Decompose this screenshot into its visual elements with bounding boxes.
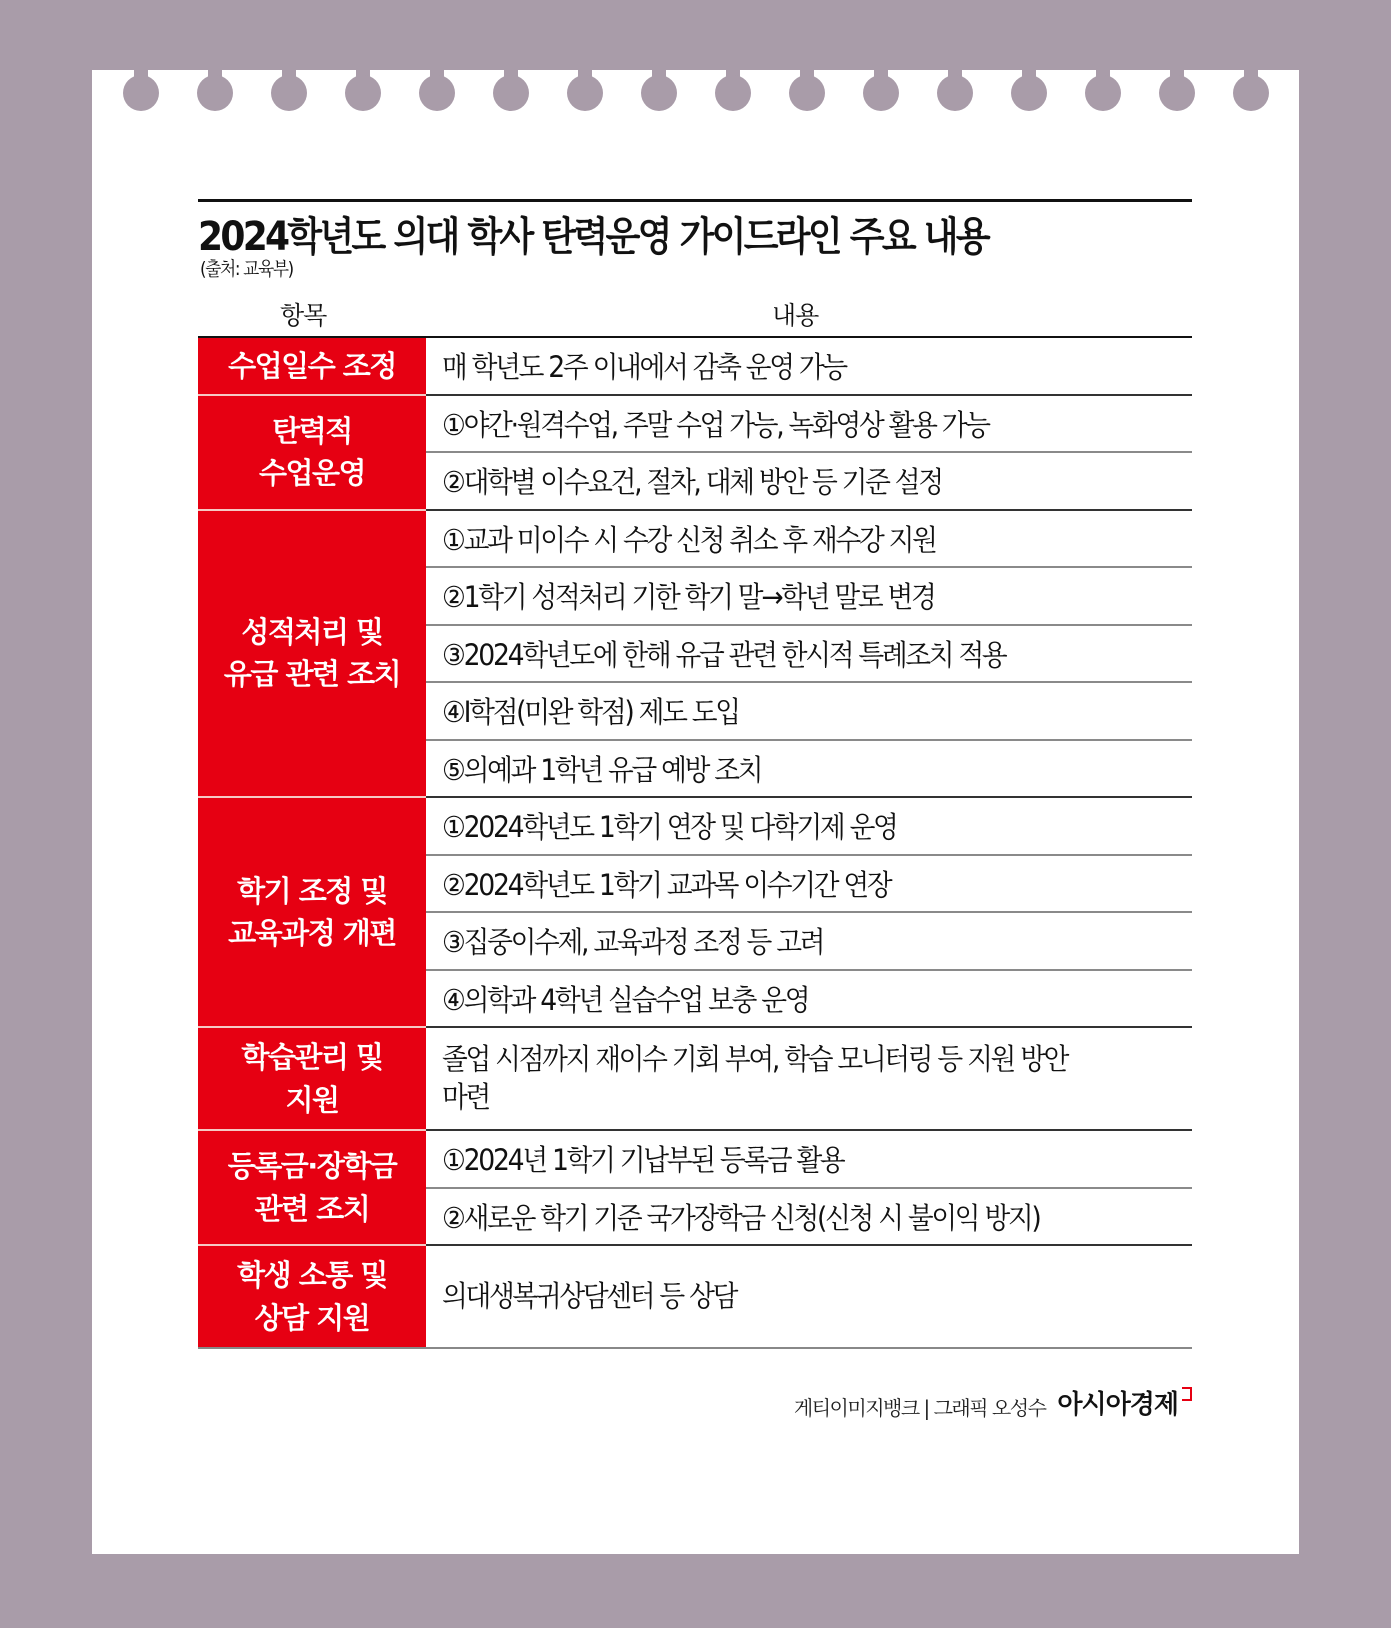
table-row <box>426 913 1192 971</box>
row-text: ①2024년 1학기 기납부된 등록금 활용 <box>442 1143 844 1178</box>
binder-hole-icon <box>863 70 899 112</box>
binder-hole-icon <box>1085 70 1121 112</box>
table-row <box>426 338 1192 394</box>
column-header-category: 항목 <box>280 301 327 330</box>
row-text: ②2024학년도 1학기 교과목 이수기간 연장 <box>442 867 891 902</box>
source-note: (출처: 교육부) <box>200 258 293 280</box>
binder-hole-icon <box>123 70 159 112</box>
row-text: 졸업 시점까지 재이수 기회 부여, 학습 모니터링 등 지원 방안 마련 <box>442 1041 1068 1114</box>
binder-hole-icon <box>493 70 529 112</box>
binder-hole-icon <box>1159 70 1195 112</box>
category-label: 등록금·장학금 관련 조치 <box>227 1149 397 1226</box>
category-cell <box>198 1131 426 1246</box>
category-label: 탄력적 수업운영 <box>258 413 366 490</box>
table-row <box>426 626 1192 684</box>
category-label: 학기 조정 및 교육과정 개편 <box>228 873 396 950</box>
table-row <box>426 453 1192 509</box>
table-group <box>198 338 1192 396</box>
table-row <box>426 1028 1192 1129</box>
row-text: ⑤의예과 1학년 유급 예방 조치 <box>442 752 762 787</box>
column-header-content: 내용 <box>772 301 819 330</box>
table-row <box>426 511 1192 569</box>
category-cell <box>198 396 426 511</box>
row-text: ①2024학년도 1학기 연장 및 다학기제 운영 <box>442 810 897 845</box>
page-title: 2024학년도 의대 학사 탄력운영 가이드라인 주요 내용 <box>198 214 988 260</box>
table-row <box>426 568 1192 626</box>
category-cell <box>198 798 426 1028</box>
table-row <box>426 971 1192 1027</box>
brand-mark-icon <box>1182 1387 1192 1401</box>
table-group <box>198 1131 1192 1246</box>
table-group <box>198 511 1192 799</box>
table-row <box>426 856 1192 914</box>
category-label: 성적처리 및 유급 관련 조치 <box>223 615 401 692</box>
binder-hole-icon <box>345 70 381 112</box>
table-group <box>198 798 1192 1028</box>
row-text: ①교과 미이수 시 수강 신청 취소 후 재수강 지원 <box>442 522 936 557</box>
category-cell <box>198 1028 426 1131</box>
row-text: ③집중이수제, 교육과정 조정 등 고려 <box>442 925 824 960</box>
category-cell <box>198 338 426 396</box>
binder-hole-icon <box>567 70 603 112</box>
title-rule <box>198 199 1192 202</box>
table-row <box>426 798 1192 856</box>
binder-hole-icon <box>271 70 307 112</box>
credit-text: 게티이미지뱅크 | 그래픽 오성수 <box>793 1396 1046 1420</box>
table-row <box>426 396 1192 454</box>
table-group <box>198 1246 1192 1349</box>
binder-hole-icon <box>937 70 973 112</box>
table-row <box>426 1131 1192 1189</box>
row-text: ②1학기 성적처리 기한 학기 말→학년 말로 변경 <box>442 580 935 615</box>
binder-hole-icon <box>1233 70 1269 112</box>
guideline-table <box>198 336 1192 1349</box>
binder-hole-icon <box>789 70 825 112</box>
row-text: ④I학점(미완 학점) 제도 도입 <box>442 695 739 730</box>
category-cell <box>198 511 426 799</box>
category-cell <box>198 1246 426 1347</box>
table-row <box>426 741 1192 797</box>
binder-hole-icon <box>419 70 455 112</box>
row-text: ④의학과 4학년 실습수업 보충 운영 <box>442 982 809 1017</box>
table-row <box>426 1246 1192 1347</box>
row-text: ③2024학년도에 한해 유급 관련 한시적 특례조치 적용 <box>442 637 1006 672</box>
row-text: ①야간·원격수업, 주말 수업 가능, 녹화영상 활용 가능 <box>442 407 989 442</box>
table-row <box>426 1189 1192 1245</box>
row-text: ②대학별 이수요건, 절차, 대체 방안 등 기준 설정 <box>442 465 942 500</box>
table-group <box>198 396 1192 511</box>
table-group <box>198 1028 1192 1131</box>
binder-hole-icon <box>197 70 233 112</box>
row-text: ②새로운 학기 기준 국가장학금 신청(신청 시 불이익 방지) <box>442 1200 1040 1235</box>
category-label: 학생 소통 및 상담 지원 <box>237 1258 387 1335</box>
footer-credit <box>794 1384 1192 1421</box>
row-text: 매 학년도 2주 이내에서 감축 운영 가능 <box>442 350 846 385</box>
category-label: 학습관리 및 지원 <box>241 1040 383 1117</box>
category-label: 수업일수 조정 <box>228 348 396 383</box>
table-row <box>426 683 1192 741</box>
binder-hole-icon <box>641 70 677 112</box>
brand-logo-text: 아시아경제 <box>1057 1390 1178 1420</box>
binder-hole-icon <box>1011 70 1047 112</box>
binder-hole-icon <box>715 70 751 112</box>
row-text: 의대생복귀상담센터 등 상담 <box>442 1278 737 1313</box>
